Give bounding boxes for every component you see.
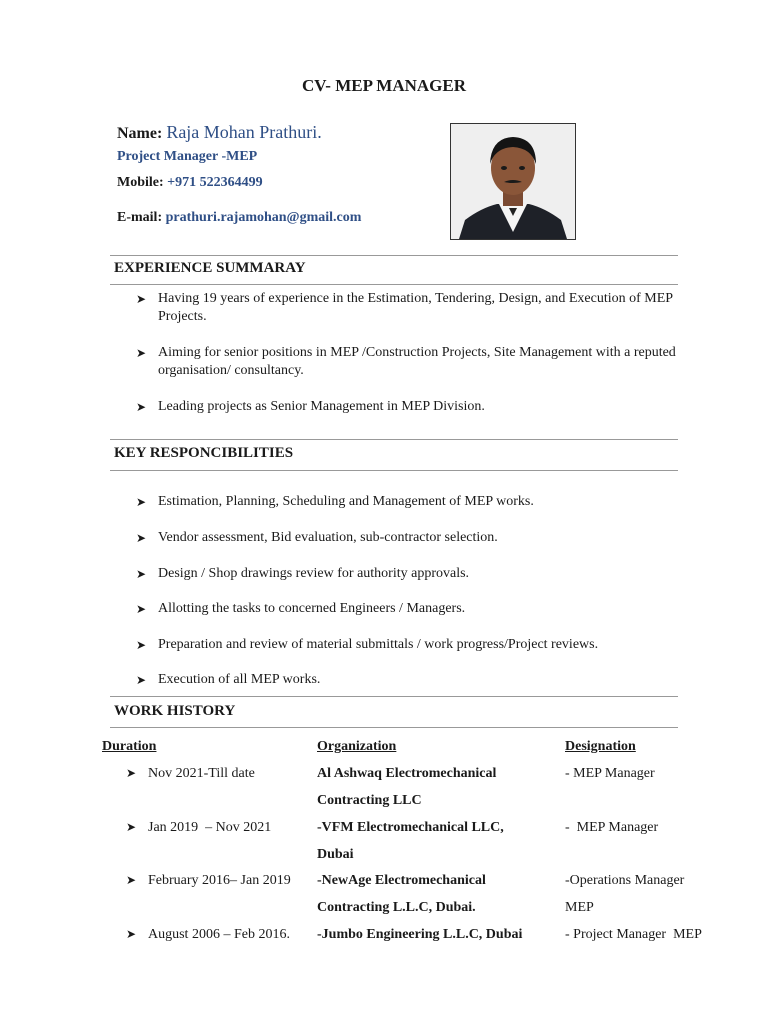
responsibility-item — [136, 493, 676, 511]
organization-line: Contracting L.L.C, Dubai. — [317, 900, 476, 915]
arrow-bullet-icon: ➤ — [136, 602, 147, 616]
mobile-line — [117, 175, 263, 191]
designation-line: -Operations Manager — [565, 873, 685, 888]
responsibility-text: Preparation and review of material submittals / work progress/Project reviews. — [158, 637, 599, 652]
name-label: Name: — [117, 125, 163, 142]
candidate-role: Project Manager -MEP — [117, 149, 258, 164]
arrow-bullet-icon: ➤ — [136, 346, 147, 360]
duration-text: February 2016– Jan 2019 — [148, 873, 291, 888]
candidate-name: Raja Mohan Prathuri. — [166, 122, 322, 142]
organization-cell — [317, 814, 504, 868]
duration-text: Nov 2021-Till date — [148, 766, 255, 781]
arrow-bullet-icon: ➤ — [126, 927, 137, 941]
designation-line: - Project Manager MEP — [565, 927, 702, 942]
column-header-designation: Designation — [565, 739, 636, 754]
responsibility-item — [136, 565, 676, 583]
designation-cell — [565, 921, 702, 948]
arrow-bullet-icon: ➤ — [136, 292, 147, 306]
responsibility-item — [136, 600, 676, 618]
responsibility-text: Allotting the tasks to concerned Engineers / Managers. — [158, 601, 466, 616]
organization-line: Contracting LLC — [317, 793, 422, 808]
column-header-organization: Organization — [317, 739, 397, 754]
column-header-duration: Duration — [102, 739, 157, 754]
experience-text: Aiming for senior positions in MEP /Construction Projects, Site Management with a reputed organisation/ consultancy. — [158, 345, 676, 378]
arrow-bullet-icon: ➤ — [126, 766, 137, 780]
organization-line: Dubai — [317, 847, 354, 862]
designation-cell — [565, 867, 684, 921]
duration-cell — [126, 814, 271, 841]
organization-cell — [317, 867, 486, 921]
organization-line: Al Ashwaq Electromechanical — [317, 766, 497, 781]
experience-text: Leading projects as Senior Management in MEP Division. — [158, 399, 485, 414]
section-rule — [110, 696, 678, 697]
email-line — [117, 210, 361, 226]
responsibility-text: Execution of all MEP works. — [158, 672, 321, 687]
experience-item — [136, 290, 676, 326]
section-rule — [110, 470, 678, 471]
arrow-bullet-icon: ➤ — [136, 567, 147, 581]
portrait-illustration — [451, 124, 575, 239]
arrow-bullet-icon: ➤ — [126, 820, 137, 834]
organization-line: -VFM Electromechanical LLC, — [317, 820, 504, 835]
mobile-label: Mobile: — [117, 175, 164, 190]
arrow-bullet-icon: ➤ — [136, 638, 147, 652]
experience-item — [136, 398, 676, 416]
designation-line: - MEP Manager — [565, 820, 659, 835]
experience-heading: EXPERIENCE SUMMARAY — [114, 260, 306, 276]
work-history-heading: WORK HISTORY — [114, 703, 236, 719]
duration-cell — [126, 760, 255, 787]
responsibility-text: Estimation, Planning, Scheduling and Management of MEP works. — [158, 494, 534, 509]
section-rule — [110, 439, 678, 440]
responsibility-text: Vendor assessment, Bid evaluation, sub-contractor selection. — [158, 530, 498, 545]
duration-text: August 2006 – Feb 2016. — [148, 927, 290, 942]
arrow-bullet-icon: ➤ — [136, 400, 147, 414]
organization-line: -NewAge Electromechanical — [317, 873, 486, 888]
duration-cell — [126, 867, 291, 894]
mobile-number: +971 522364499 — [167, 175, 263, 190]
experience-item — [136, 344, 676, 380]
responsibilities-heading: KEY RESPONCIBILITIES — [114, 445, 294, 461]
organization-cell — [317, 921, 522, 948]
section-rule — [110, 284, 678, 285]
arrow-bullet-icon: ➤ — [136, 495, 147, 509]
section-rule — [110, 255, 678, 256]
email-label: E-mail: — [117, 210, 163, 225]
designation-line: MEP — [565, 900, 594, 915]
experience-text: Having 19 years of experience in the Estimation, Tendering, Design, and Execution of MEP Projects. — [158, 291, 673, 324]
responsibility-item — [136, 636, 676, 654]
organization-line: -Jumbo Engineering L.L.C, Dubai — [317, 927, 523, 942]
responsibility-item — [136, 671, 676, 689]
page-title: CV- MEP MANAGER — [302, 76, 466, 95]
responsibility-item — [136, 529, 676, 547]
designation-cell — [565, 814, 658, 841]
organization-cell — [317, 760, 496, 814]
name-line — [117, 122, 322, 143]
email-address: prathuri.rajamohan@gmail.com — [165, 210, 362, 225]
designation-cell — [565, 760, 655, 787]
profile-photo — [450, 123, 576, 240]
duration-text: Jan 2019 – Nov 2021 — [148, 820, 272, 835]
arrow-bullet-icon: ➤ — [136, 531, 147, 545]
duration-cell — [126, 921, 290, 948]
arrow-bullet-icon: ➤ — [126, 873, 137, 887]
designation-line: - MEP Manager — [565, 766, 655, 781]
arrow-bullet-icon: ➤ — [136, 673, 147, 687]
responsibility-text: Design / Shop drawings review for authority approvals. — [158, 566, 470, 581]
section-rule — [110, 727, 678, 728]
